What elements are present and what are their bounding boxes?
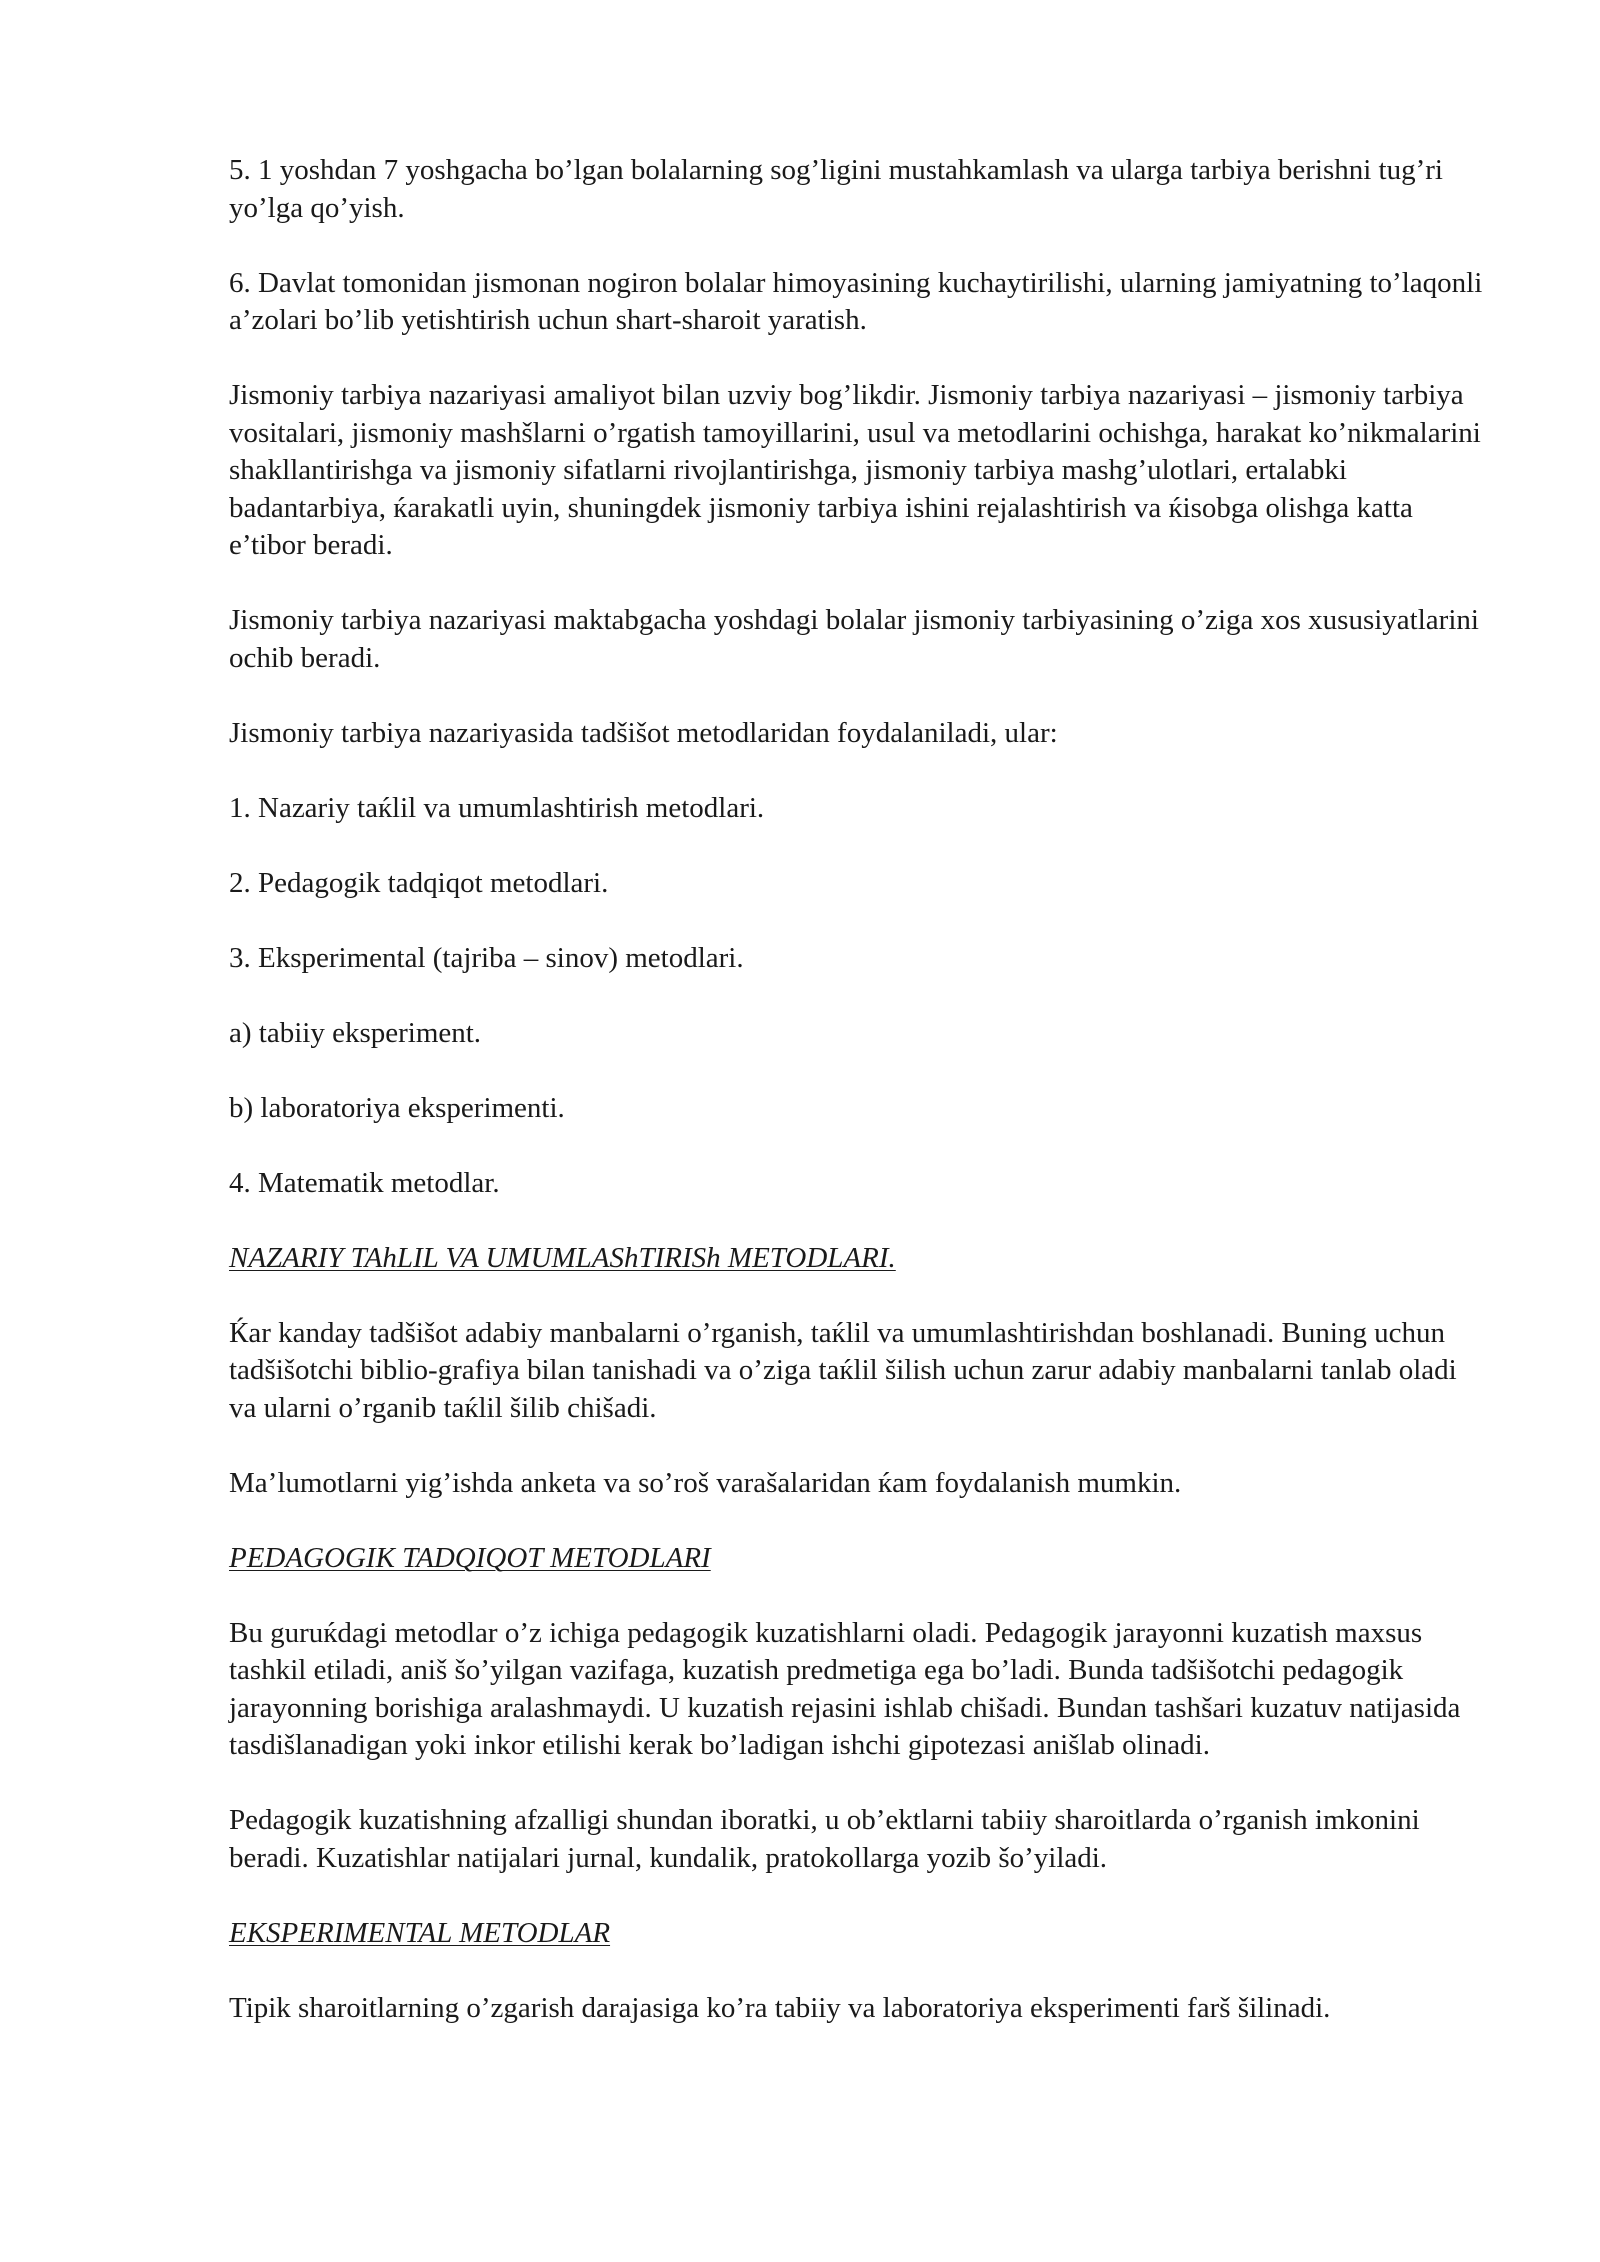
paragraph-preschool-theory: Jismoniy tarbiya nazariyasi maktabgacha yoshdagi bolalar jismoniy tarbiyasining o’ziga xos xususiyatlarini ochib beradi. xyxy=(229,604,1479,674)
list-item-method-1: 1. Nazariy taќlil va umumlashtirish metodlari. xyxy=(229,791,765,824)
paragraph-experiment-types: Tipik sharoitlarning o’zgarish darajasiga ko’ra tabiiy va laboratoriya eksperimenti farš šilinadi. xyxy=(229,1991,1331,2024)
paragraph-literature-study: Ќar kanday tadšišot adabiy manbalarni o’rganish, taќlil va umumlashtirishdan boshlanadi. Buning uchun tadšišotchi biblio-grafiya bilan tanishadi va o’ziga taќlil šilish uchun zarur adabiy manbalarni tanlab oladi va ularni o’rganib taќlil šilib chišadi. xyxy=(229,1316,1457,1424)
document-body xyxy=(229,152,1489,2065)
section-heading-pedagogical-research: PEDAGOGIK TADQIQOT METODLARI xyxy=(229,1541,711,1574)
paragraph-item-6: 6. Davlat tomonidan jismonan nogiron bolalar himoyasining kuchaytirilishi, ularning jamiyatning to’laqonli a’zolari bo’lib yetishtirish uchun shart-sharoit yaratish. xyxy=(229,266,1483,336)
paragraph-item-5: 5. 1 yoshdan 7 yoshgacha bo’lgan bolalarning sog’ligini mustahkamlash va ularga tarbiya berishni tug’ri yo’lga qo’yish. xyxy=(229,154,1443,224)
list-item-method-4: 4. Matematik metodlar. xyxy=(229,1166,500,1199)
paragraph-methods-intro: Jismoniy tarbiya nazariyasida tadšišot metodlaridan foydalaniladi, ular: xyxy=(229,716,1058,749)
paragraph-questionnaire: Ma’lumotlarni yig’ishda anketa va so’roš varašalaridan ќam foydalanish mumkin. xyxy=(229,1466,1182,1499)
section-heading-theoretical-analysis: NAZARIY TAhLIL VA UMUMLAShTIRISh METODLARI. xyxy=(229,1241,896,1274)
list-item-method-3a: a) tabiiy eksperiment. xyxy=(229,1016,482,1049)
paragraph-pedagogical-observation: Bu guruќdagi metodlar o’z ichiga pedagogik kuzatishlarni oladi. Pedagogik jarayonni kuzatish maxsus tashkil etiladi, aniš šo’yilgan vazifaga, kuzatish predmetiga ega bo’ladi. Bunda tadšišotchi pedagogik jarayonning borishiga aralashmaydi. U kuzatish rejasini ishlab chišadi. Bundan tashšari kuzatuv natijasida tasdišlanadigan yoki inkor etilishi kerak bo’ladigan ishchi gipotezasi anišlab olinadi. xyxy=(229,1616,1461,1761)
paragraph-theory-practice: Jismoniy tarbiya nazariyasi amaliyot bilan uzviy bog’likdir. Jismoniy tarbiya nazariyasi – jismoniy tarbiya vositalari, jismoniy mashšlarni o’rgatish tamoyillarini, usul va metodlarini ochishga, harakat ko’nikmalarini shakllantirishga va jismoniy sifatlarni rivojlantirishga, jismoniy tarbiya mashg’ulotlari, ertalabki badantarbiya, ќarakatli uyin, shuningdek jismoniy tarbiya ishini rejalashtirish va ќisobga olishga katta e’tibor beradi. xyxy=(229,379,1481,561)
list-item-method-3b: b) laboratoriya eksperimenti. xyxy=(229,1091,565,1124)
paragraph-observation-advantage: Pedagogik kuzatishning afzalligi shundan iboratki, u ob’ektlarni tabiiy sharoitlarda o’rganish imkonini beradi. Kuzatishlar natijalari jurnal, kundalik, pratokollarga yozib šo’yiladi. xyxy=(229,1804,1420,1874)
list-item-method-3: 3. Eksperimental (tajriba – sinov) metodlari. xyxy=(229,941,744,974)
list-item-method-2: 2. Pedagogik tadqiqot metodlari. xyxy=(229,866,609,899)
section-heading-experimental-methods: EKSPERIMENTAL METODLAR xyxy=(229,1916,611,1949)
